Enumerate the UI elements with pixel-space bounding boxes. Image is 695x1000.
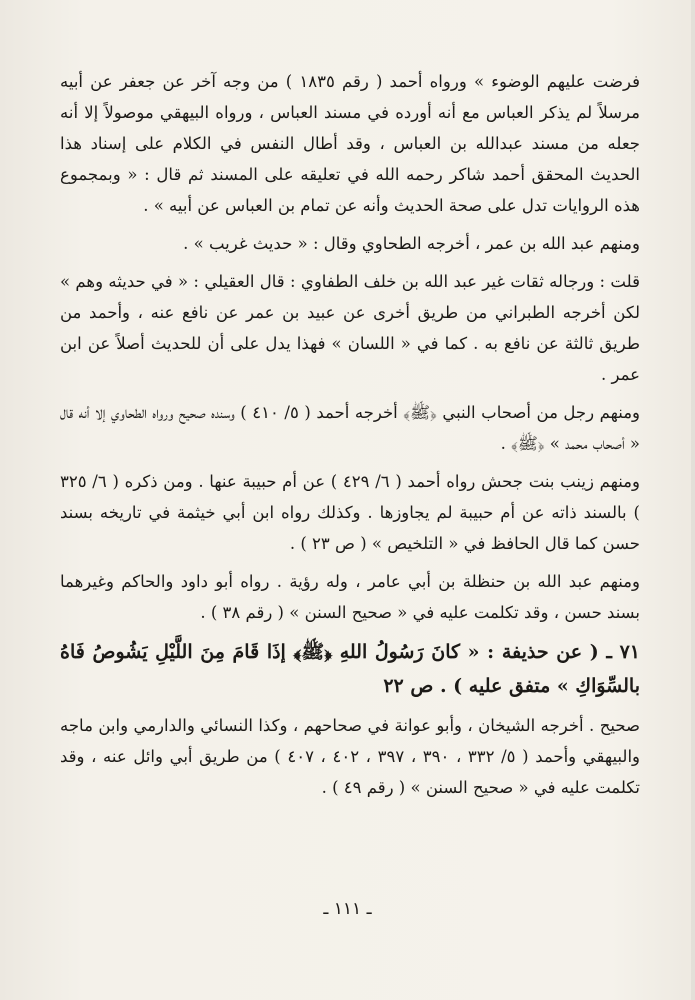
paragraph-8: صحيح . أخرجه الشيخان ، وأبو عوانة في صحاحهم ، وكذا النسائي والدارمي وابن ماجه والبيهقي وأحمد ( ٥/ ٣٣٢ ، ٣٩٠ ، ٣٩٧ ، ٤٠٢ ، ٤٠٧ ) من طريق أبي وائل عنه ، وقد تكلمت عليه في « صحيح السنن » ( رقم ٤٩ ) . (60, 716, 640, 797)
paragraph-6: ومنهم عبد الله بن حنظلة بن أبي عامر ، وله رؤية . رواه أبو داود والحاكم وغيرهما بسند حسن ، وقد تكلمت عليه في « صحيح السنن » ( رقم ٣٨ ) . (60, 572, 640, 622)
hadith-71: ٧١ ـ ( عن حذيفة : « كانَ رَسُولُ اللهِ ﴿ﷺ﴾ إذَا قَامَ مِنَ اللَّيْلِ يَشُوصُ فَاهُ بالسِّوَاكِ » متفق عليه ) . ص ٢٢ (60, 641, 640, 697)
page-edge-shadow (691, 0, 695, 1000)
page-body (60, 66, 640, 803)
paragraph-1: فرضت عليهم الوضوء » ورواه أحمد ( رقم ١٨٣٥ ) من وجه آخر عن جعفر عن أبيه مرسلاً لم يذكر العباس مع أنه أورده في مسند العباس ، ورواه البيهقي موصولاً إلا أنه جعله من مسند عبدالله بن العباس ، وقد أطال النفس في الكلام على إسناد هذا الحديث المحقق أحمد شاكر رحمه الله في تعليقه على المسند ثم قال : « وبمجموع هذه الروايات تدل على صحة الحديث وأنه عن تمام بن العباس عن أبيه » . (60, 72, 640, 215)
page-number: ـ ١١١ ـ (323, 899, 372, 919)
paragraph-2: ومنهم عبد الله بن عمر ، أخرجه الطحاوي وقال : « حديث غريب » . (183, 234, 640, 253)
paragraph-4: ومنهم رجل من أصحاب النبي ﴿ﷺ﴾ أخرجه أحمد ( ٥/ ٤١٠ ) وسنده صحيح ورواه الطحاوي إلا أنه قال « أصحاب محمد » ﴿ﷺ﴾ . (60, 403, 640, 453)
paragraph-5: ومنهم زينب بنت جحش رواه أحمد ( ٦/ ٤٢٩ ) عن أم حبيبة عنها . ومن ذكره ( ٦/ ٣٢٥ ) بالسند ذاته عن أم حبيبة لم يجاوزها . وكذلك رواه ابن أبي خيثمة في تاريخه بسند حسن كما قال الحافظ في « التلخيص » ( ص ٢٣ ) . (60, 472, 640, 553)
paragraph-3: قلت : ورجاله ثقات غير عبد الله بن خلف الطفاوي : قال العقيلي : « في حديثه وهم » لكن أخرجه الطبراني من طريق أخرى عن عبيد بن عمر عن نافع عنه ، وأحمد من طريق ثالثة عن نافع به . كما في « اللسان » فهذا يدل على أن للحديث أصلاً عن ابن عمر . (60, 272, 640, 384)
